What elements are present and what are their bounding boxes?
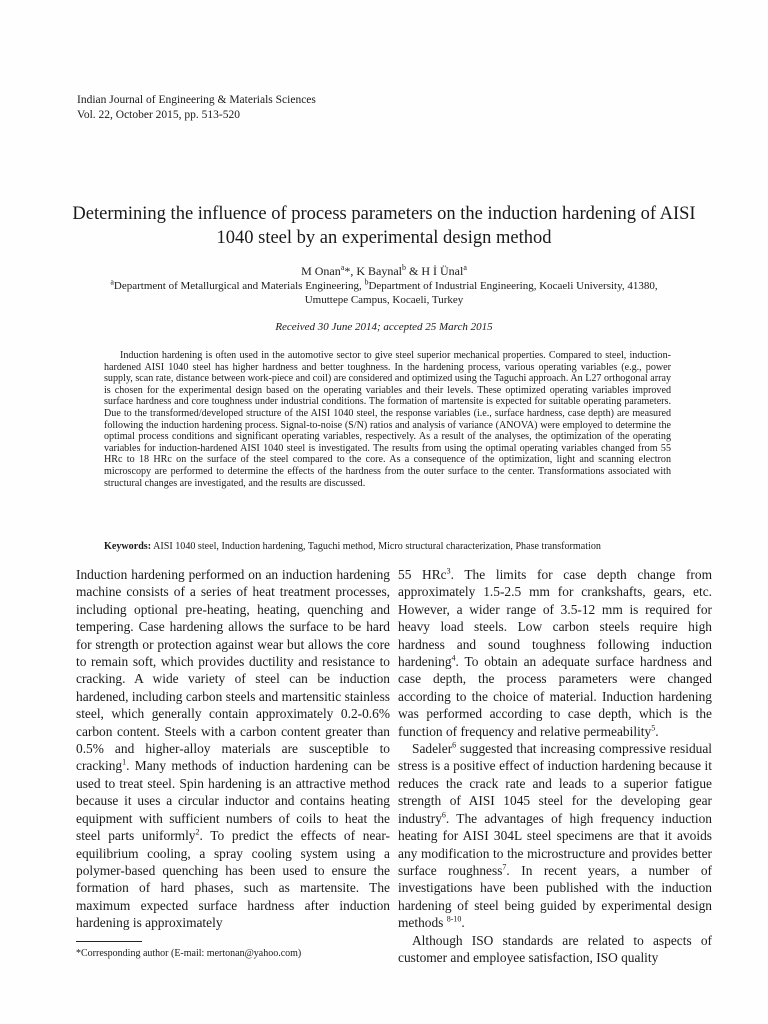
body-text: suggested that increasing compressive residual stress is a positive effect of induction hardening because it reduces the crack rate and leads to a superior fatigue strength of AISI 1045 steel for the developing gear industry: [398, 741, 712, 826]
body-column-left: [76, 566, 390, 932]
citation: 8-10: [446, 914, 462, 924]
keywords-label: Keywords:: [104, 541, 152, 552]
affiliations: [95, 277, 673, 307]
citation: 7: [502, 862, 507, 872]
affiliation-a: Department of Metallurgical and Materials Engineering,: [113, 280, 365, 292]
footnote-divider: [76, 941, 142, 942]
citation: 6: [441, 810, 446, 820]
affiliation-marker: b: [401, 263, 406, 272]
journal-issue: Vol. 22, October 2015, pp. 513-520: [77, 109, 241, 121]
citation: 2: [195, 827, 200, 837]
body-text: Induction hardening performed on an induction hardening machine consists of a series of heat treatment processes, including optional pre-heating, heating, quenching and tempering. Case hardening allows the surface to be hard for strength or protection against wear but allows the core to remain soft, which provides ductility and resistance to cracking. A wide variety of steel can be induction hardened, including carbon steels and martensitic stainless steel, which generally contain approximately 0.2-0.6% carbon content. Steels with a carbon content greater than 0.5% and higher-alloy materials are susceptible to cracking: [76, 567, 390, 774]
affiliation-marker: a: [110, 277, 114, 287]
body-text: . The advantages of high frequency induction heating for AISI 304L steel specimens are that it avoids any modification to the microstructure and provides better surface roughness: [398, 810, 712, 878]
journal-header: [77, 93, 316, 123]
author-list: [60, 264, 708, 279]
body-paragraph: [398, 740, 712, 931]
journal-name: Indian Journal of Engineering & Materials Sciences: [77, 94, 316, 106]
body-text: . To obtain an adequate surface hardness and case depth, the process parameters were changed according to the choice of material. Induction hardening was performed according to case depth, which is the function of frequency and relative permeability: [398, 654, 712, 739]
body-text: Sadeler: [412, 741, 453, 757]
author-name: H İ Ünal: [421, 264, 464, 278]
body-text: .: [461, 915, 465, 931]
body-text: . Many methods of induction hardening can be used to treat steel. Spin hardening is an attractive method because it uses a circular inductor and contains heating equipment with sufficient numbers of coils to heat the steel parts uniformly: [76, 758, 390, 844]
body-text: . The limits for case depth change from approximately 1.5-2.5 mm for crankshafts, gears, etc. However, a wider range of 3.5-12 mm is required for heavy load steels. Low carbon steels require high hardness and sound toughness following induction hardening: [398, 567, 712, 670]
paper-title: Determining the influence of process parameters on the induction hardening of AISI 1040 steel by an experimental design method: [72, 204, 696, 248]
body-paragraph: Although ISO standards are related to aspects of customer and employee satisfaction, ISO quality: [398, 932, 712, 965]
affiliation-marker: b: [364, 277, 369, 287]
body-text: 55 HRc: [398, 567, 447, 582]
citation: 5: [651, 723, 656, 733]
author-separator: *,: [344, 264, 357, 278]
affiliation-b: Department of Industrial Engineering, Kocaeli University, 41380, Umuttepe Campus, Kocaeli, Turkey: [304, 280, 658, 306]
citation: 3: [446, 566, 451, 576]
abstract: Induction hardening is often used in the automotive sector to give steel superior mechanical properties. Compared to steel, induction-hardened AISI 1040 steel has higher hardness and better toughness. In the hardening process, various operating variables (e.g., power supply, scan rate, distance between work-piece and coil) are considered and optimized using the Taguchi approach. An L27 orthogonal array is chosen for the experimental design based on the operating variables and their levels. These optimized operating variables improved surface hardness and core toughness under industrial conditions. The formation of martensite is expected for suitable operating parameters. Due to the transformed/developed structure of the AISI 1040 steel, the response variables (i.e., surface hardness, case depth) are measured following the induction hardening process. Signal-to-noise (S/N) ratios and analysis of variance (ANOVA) were employed to determine the optimal process conditions and significant operating variables, respectively. As a result of the analyses, the optimization of the operating variables for induction-hardened AISI 1040 steel is investigated. The results from using the optimal operating variables changed from 55 HRc to 18 HRc on the surface of the steel compared to the core. As a consequence of the optimization, light and scanning electron microscopy are performed to determine the effects of the hardness from the outer surface to the center. Transformations associated with structural changes are investigated, and the results are discussed.: [104, 350, 671, 489]
body-paragraph: [398, 566, 712, 740]
body-column-right: [398, 566, 712, 966]
keywords: [104, 541, 684, 552]
received-dates: Received 30 June 2014; accepted 25 March 2015: [275, 321, 493, 333]
keywords-text: AISI 1040 steel, Induction hardening, Taguchi method, Micro structural characterization, Phase transformation: [151, 541, 601, 552]
body-text: . To predict the effects of near-equilibrium cooling, a spray cooling system using a polymer-based quenching has been used to ensure the formation of hard phases, such as martensite. The maximum expected surface hardness after induction hardening is approximately: [76, 828, 390, 931]
author-separator: &: [405, 264, 422, 278]
author-name: M Onan: [301, 264, 341, 278]
citation: 6: [452, 740, 457, 750]
affiliation-marker: a: [463, 263, 467, 272]
body-text: . In recent years, a number of investigations have been published with the induction hardening of steel being guided by experimental design methods: [398, 862, 712, 931]
corresponding-author-footnote: *Corresponding author (E-mail: mertonan@yahoo.com): [76, 948, 302, 959]
citation: 1: [122, 758, 127, 767]
author-name: K Baynal: [356, 264, 402, 278]
affiliation-marker: a: [340, 263, 345, 272]
body-paragraph: [76, 566, 390, 932]
citation: 4: [451, 653, 456, 663]
body-text: .: [655, 723, 659, 739]
